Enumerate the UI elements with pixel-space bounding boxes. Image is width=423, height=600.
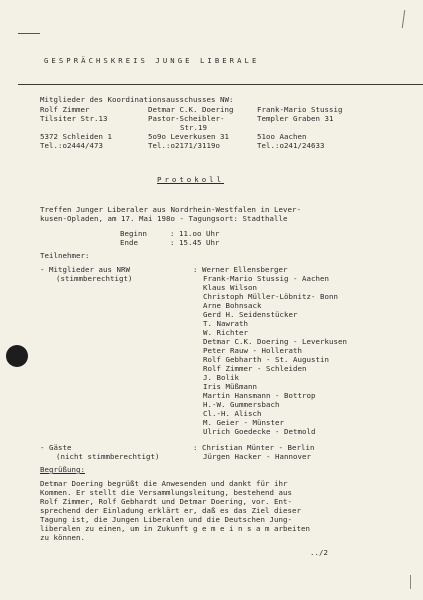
participant-name: : Werner Ellensberger bbox=[193, 265, 288, 274]
greeting-line: zu können. bbox=[40, 533, 85, 542]
pen-mark bbox=[410, 575, 411, 589]
member-name: Rolf Zimmer bbox=[40, 105, 90, 114]
group-label: - Mitglieder aus NRW bbox=[40, 265, 130, 274]
participant-name: Rolf Gebharth - St. Augustin bbox=[203, 355, 329, 364]
greeting-line: Rolf Zimmer, Rolf Gebhardt und Detmar Doering, vor. Ent- bbox=[40, 497, 292, 506]
participant-name: Iris Müßmann bbox=[203, 382, 257, 391]
member-phone: Tel.:o2444/473 bbox=[40, 141, 103, 150]
intro-line: Treffen Junger Liberaler aus Nordrhein-Westfalen in Lever- bbox=[40, 205, 301, 214]
participant-name: : Christian Münter - Berlin bbox=[193, 443, 315, 452]
greeting-line: Tagung ist, die Jungen Liberalen und die Deutschen Jung- bbox=[40, 515, 292, 524]
participant-name: Gerd H. Seidenstücker bbox=[203, 310, 298, 319]
group-label: - Gäste bbox=[40, 443, 72, 452]
participants-label: Teilnehmer: bbox=[40, 251, 90, 260]
intro-line: kusen-Opladen, am 17. Mai 198o - Tagungsort: Stadthalle bbox=[40, 214, 288, 223]
pen-mark bbox=[402, 10, 405, 28]
group-sublabel: (nicht stimmberechtigt) bbox=[56, 452, 160, 461]
participant-name: J. Bolik bbox=[203, 373, 239, 382]
greeting-heading: Begrüßung: bbox=[40, 465, 85, 474]
greeting-line: Kommen. Er stellt die Versammlungsleitung, bestehend aus bbox=[40, 488, 292, 497]
member-name: Detmar C.K. Doering bbox=[148, 105, 234, 114]
participant-name: W. Richter bbox=[203, 328, 248, 337]
time-label: Beginn bbox=[120, 229, 147, 238]
greeting-line: Detmar Doering begrüßt die Anwesenden und dankt für ihr bbox=[40, 479, 288, 488]
participant-name: T. Nawrath bbox=[203, 319, 248, 328]
participant-name: Detmar C.K. Doering - Leverkusen bbox=[203, 337, 347, 346]
members-intro: Mitglieder des Koordinationsausschusses NW: bbox=[40, 95, 234, 104]
time-value: : 15.45 Uhr bbox=[170, 238, 220, 247]
member-phone: Tel.:o2171/3119o bbox=[148, 141, 220, 150]
greeting-line: sprechend der Einladung erklärt er, daß es das Ziel dieser bbox=[40, 506, 301, 515]
participant-name: Ulrich Goedecke - Detmold bbox=[203, 427, 316, 436]
participant-name: Jürgen Hacker - Hannover bbox=[203, 452, 311, 461]
member-street-cont: Str.19 bbox=[180, 123, 207, 132]
fold-mark bbox=[18, 33, 40, 34]
greeting-line: liberalen zu einen, um in Zukunft g e m e i n s a m arbeiten bbox=[40, 524, 310, 533]
participant-name: Arne Bohnsack bbox=[203, 301, 262, 310]
participant-name: Frank-Mario Stussig - Aachen bbox=[203, 274, 329, 283]
punch-hole bbox=[6, 345, 28, 367]
participant-name: Peter Rauw - Hollerath bbox=[203, 346, 302, 355]
participant-name: Martin Hansmann - Bottrop bbox=[203, 391, 316, 400]
time-value: : 11.oo Uhr bbox=[170, 229, 220, 238]
member-street: Tilsiter Str.13 bbox=[40, 114, 108, 123]
header-rule bbox=[18, 84, 423, 85]
member-city: 5o9o Leverkusen 31 bbox=[148, 132, 229, 141]
participant-name: Rolf Zimmer - Schleiden bbox=[203, 364, 307, 373]
group-sublabel: (stimmberechtigt) bbox=[56, 274, 133, 283]
letterhead-title: GESPRÄCHSKREIS JUNGE LIBERALE bbox=[44, 56, 260, 65]
member-name: Frank-Mario Stussig bbox=[257, 105, 343, 114]
time-label: Ende bbox=[120, 238, 138, 247]
participant-name: M. Geier - Münster bbox=[203, 418, 284, 427]
protokoll-heading: Protokoll bbox=[157, 175, 225, 184]
member-city: 51oo Aachen bbox=[257, 132, 307, 141]
participant-name: Cl.-H. Alisch bbox=[203, 409, 262, 418]
page-continuation-marker: ../2 bbox=[310, 548, 328, 557]
member-phone: Tel.:o241/24633 bbox=[257, 141, 325, 150]
participant-name: Christoph Müller-Löbnitz- Bonn bbox=[203, 292, 338, 301]
member-street: Pastor-Scheibler- bbox=[148, 114, 225, 123]
member-street: Templer Graben 31 bbox=[257, 114, 334, 123]
participant-name: Klaus Wilson bbox=[203, 283, 257, 292]
participant-name: H.-W. Gummersbach bbox=[203, 400, 280, 409]
member-city: 5372 Schleiden 1 bbox=[40, 132, 112, 141]
